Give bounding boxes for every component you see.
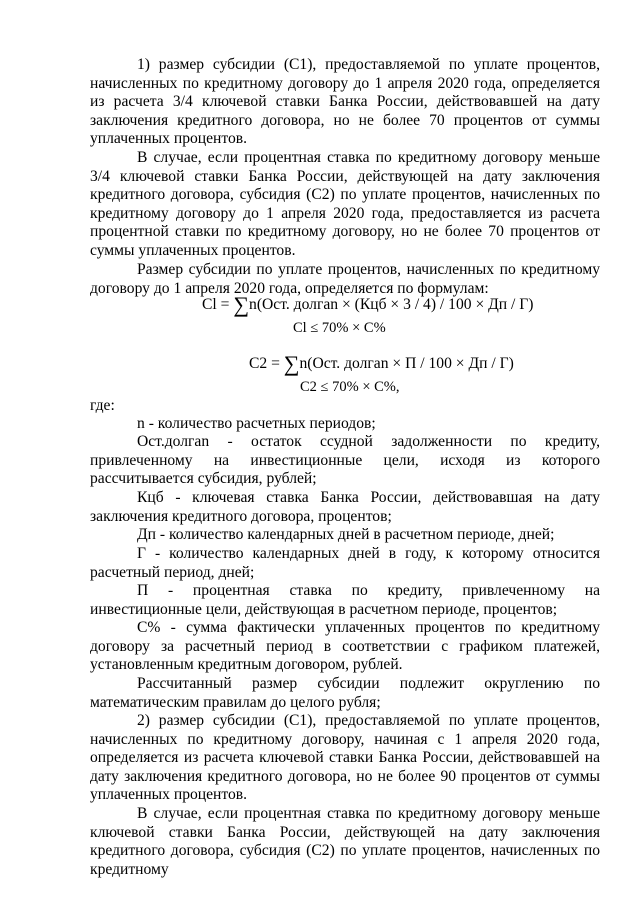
definition-c-percent: С% - сумма фактически уплаченных процентов по кредитному договору за расчетный период в соответствии с графиком платежей, установленным кредитным договором, рублей. (90, 619, 600, 674)
formula-c1-left: Cl = (202, 296, 230, 313)
formula-c1 (202, 292, 534, 317)
paragraph-subsidy-c1: 1) размер субсидии (С1), предоставляемой по уплате процентов, начисленных по кредитному договору до 1 апреля 2020 года, определяется из расчета 3/4 ключевой ставки Банка России, действовавшей на дату заключения кредитного договора, но не более 70 процентов от суммы уплаченных процентов. (90, 56, 600, 148)
paragraph-subsidy-c2-2020: В случае, если процентная ставка по кредитному договору меньше ключевой ставки Банка России, действующей на дату заключения кредитного договора, субсидия (С2) по уплате процентов, начисленных по кредитному (90, 805, 600, 878)
formula-c1-right: n(Ост. долгan × (Кцб × 3 / 4) / 100 × Дп / Г) (249, 296, 534, 313)
paragraph-formula-intro: Размер субсидии по уплате процентов, начисленных по кредитному договору до 1 апреля 2020 года, определяется по формулам: (90, 261, 600, 297)
definition-n: n - количество расчетных периодов; (137, 415, 376, 432)
definition-kcb: Кцб - ключевая ставка Банка России, действовавшая на дату заключения кредитного договора, процентов; (90, 489, 600, 525)
formula-c2 (249, 351, 514, 376)
paragraph-subsidy-c1-2020: 2) размер субсидии (С1), предоставляемой по уплате процентов, начисленных по кредитному договору, начиная с 1 апреля 2020 года, определяется из расчета ключевой ставки Банка России, действовавшей на дату заключения кредитного договора, но не более 90 процентов от суммы уплаченных процентов. (90, 712, 600, 804)
definition-g: Г - количество календарных дней в году, к которому относится расчетный период, дней; (90, 545, 600, 581)
definition-ost-dolg: Ост.долгan - остаток ссудной задолженности по кредиту, привлеченному на инвестиционные цели, исходя из которого рассчитывается субсидия, рублей; (90, 433, 600, 488)
formula-c2-left: C2 = (249, 355, 280, 372)
paragraph-rounding: Рассчитанный размер субсидии подлежит округлению по математическим правилам до целого рубля; (90, 675, 600, 711)
sigma-symbol: ∑ (233, 292, 250, 317)
paragraph-subsidy-c2: В случае, если процентная ставка по кредитному договору меньше 3/4 ключевой ставки Банка России, действующей на дату заключения кредитного договора, субсидия (С2) по уплате процентов, начисленных по кредитному договору до 1 апреля 2020 года, предоставляется из расчета процентной ставки по кредитному договору, но не более 70 процентов от суммы уплаченных процентов. (90, 149, 600, 259)
definition-p: П - процентная ставка по кредиту, привлеченному на инвестиционные цели, действующая в расчетном периоде, процентов; (90, 582, 600, 618)
sigma-symbol: ∑ (283, 351, 300, 376)
formula-c1-condition: Cl ≤ 70% × С% (293, 320, 386, 336)
formula-c2-right: n(Ост. долгan × П / 100 × Дп / Г) (299, 355, 514, 372)
definition-dp: Дп - количество календарных дней в расчетном периоде, дней; (137, 526, 555, 543)
formula-c2-condition: C2 ≤ 70% × С%, (300, 379, 400, 395)
where-label: где: (90, 397, 115, 414)
